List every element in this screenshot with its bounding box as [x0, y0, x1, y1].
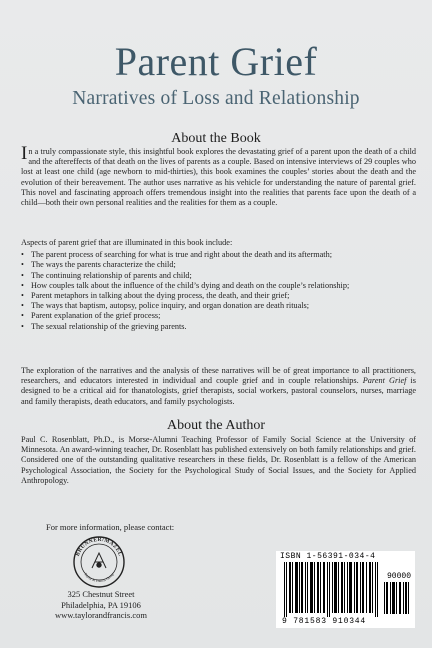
- intro-paragraph: n a truly compassionate style, this insightful book explores the devastating grief of a parent upon the death of a child and the aftereffects of that death on the lives of parents as a couple. Based on intensive interviews of 29 couples who lost at least one child (age newborn to mid-thirties), this book examines the couples’ stories about the death and the evolution of their bereavement. The author uses narrative as his vehicle for understanding the nature of parental grief. This novel and fascinating approach offers tremendous insight into the realities that parents face upon the death of a child—both their own personal realities and the realities for them as a couple.: [21, 147, 416, 208]
- about-author-heading: About the Author: [167, 418, 265, 433]
- publisher-seal-icon: [72, 535, 126, 589]
- aspects-section: [21, 238, 416, 332]
- drop-cap: I: [21, 143, 28, 164]
- isbn-barcode-icon: [284, 562, 380, 617]
- aspects-list: [21, 250, 416, 332]
- aspect-item: • The sexual relationship of the grieving parents.: [21, 322, 416, 332]
- publisher-address: [36, 589, 166, 621]
- closing-text-2: is designed to be a critical aid for thanatologists, grief therapists, social workers, pastoral counselors, nurses, marriage and family therapists, death educators, and family psychologists.: [21, 376, 417, 406]
- address-line-2: Philadelphia, PA 19106: [61, 599, 141, 610]
- address-line-1: 325 Chestnut Street: [67, 589, 135, 599]
- closing-text-1: The exploration of the narratives and the analysis of these narratives will be of great importance to all practitioners, researchers, and educators interested in individual and couple grief and in couple relationships.: [21, 366, 416, 386]
- ean-digits: 9 781583 910344: [282, 617, 367, 626]
- book-title: Parent Grief: [114, 39, 318, 84]
- svg-text:Taylor & Francis Group: [83, 572, 114, 583]
- aspect-item: • How couples talk about the influence of the child’s dying and death on the couple’s relationship;: [21, 281, 416, 291]
- aspect-item: • The ways that baptism, autopsy, police inquiry, and organ donation are death rituals;: [21, 301, 416, 311]
- price-code: 90000: [386, 572, 411, 581]
- barcode-box: [276, 551, 415, 628]
- closing-book-title: Parent Grief: [362, 376, 407, 386]
- about-author-bio: Paul C. Rosenblatt, Ph.D., is Morse-Alumni Teaching Professor of Family Social Science at the University of Minnesota. An award-winning teacher, Dr. Rosenblatt has published extensively on both family relationships and grief. Considered one of the outstanding qualitative researchers in these fields, Dr. Rosenblatt is a fellow of the American Psychological Association, the Society for the Psychological Study of Social Issues, and the Society for Applied Anthropology.: [21, 435, 416, 485]
- aspect-item: • Parent metaphors in talking about the dying process, the death, and their grief;: [21, 291, 416, 301]
- contact-label: For more information, please contact:: [46, 522, 175, 532]
- publisher-logo: [72, 535, 126, 589]
- aspect-item: • Parent explanation of the grief process;: [21, 311, 416, 321]
- logo-subtext: Taylor & Francis Group: [83, 572, 115, 584]
- aspect-item: • The parent process of searching for what is true and right about the death and its aftermath;: [21, 250, 416, 260]
- logo-text: BRUNNER/MAZEL: [74, 536, 124, 558]
- aspects-intro: Aspects of parent grief that are illuminated in this book include:: [21, 238, 233, 247]
- about-book-description: [21, 143, 416, 208]
- isbn-text: ISBN 1-56391-034-4: [280, 552, 376, 561]
- aspect-item: • The continuing relationship of parents and child;: [21, 271, 416, 281]
- website-text: www.taylorandfrancis.com: [55, 610, 147, 620]
- price-barcode-icon: [384, 582, 410, 614]
- closing-paragraph: [21, 366, 416, 407]
- book-subtitle: Narratives of Loss and Relationship: [72, 88, 360, 109]
- aspect-item: • The ways the parents characterize the child;: [21, 260, 416, 270]
- about-book-heading: About the Book: [171, 131, 261, 146]
